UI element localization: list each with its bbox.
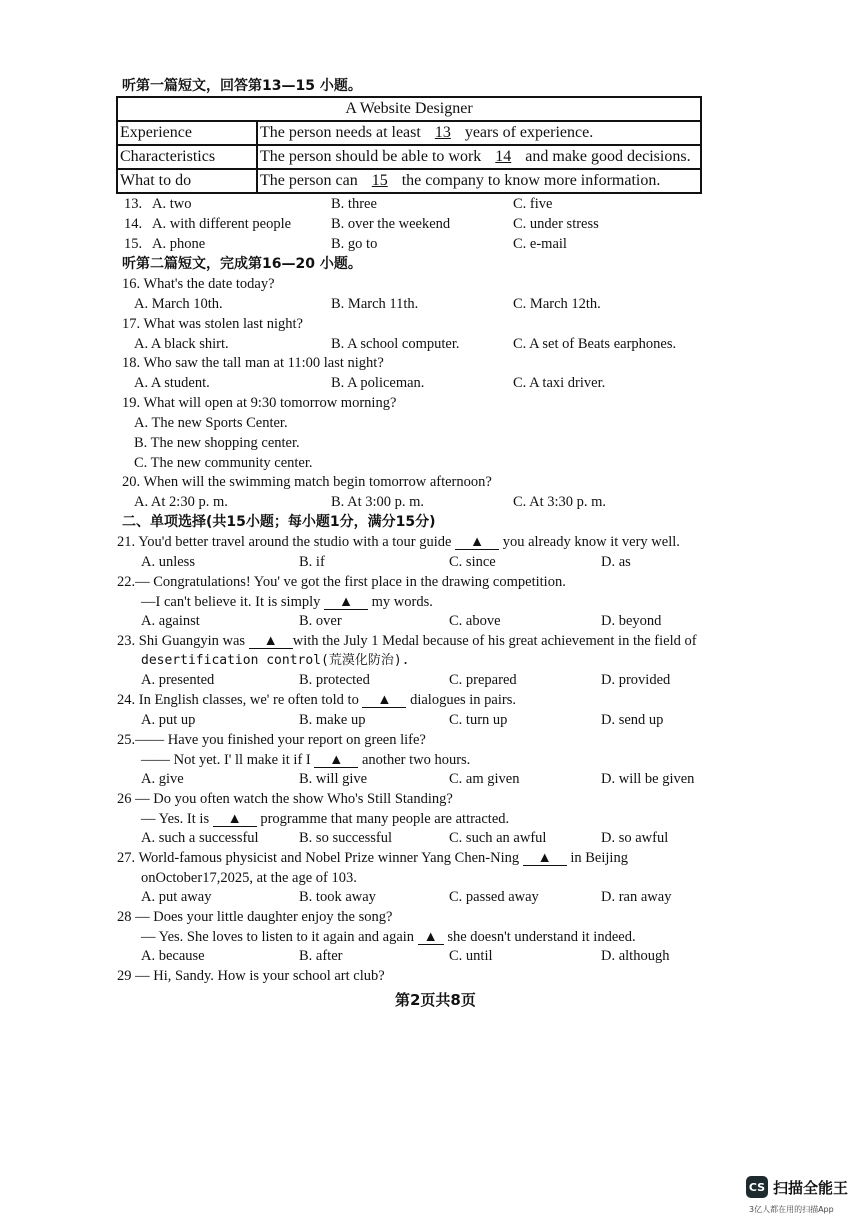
blank-14: 14 (495, 148, 512, 165)
q23-option-a: A. presented (141, 672, 215, 688)
q26-option-a: A. such a successful (141, 830, 259, 846)
q27-option-d: D. ran away (601, 889, 672, 905)
q18-option-b: B. A policeman. (331, 375, 425, 391)
page-footer: 第2页共8页 (395, 991, 476, 1009)
q28-stem: 28 — Does your little daughter enjoy the song? (117, 909, 393, 925)
website-designer-table (116, 96, 702, 194)
q16-option-b: B. March 11th. (331, 296, 419, 312)
q24-option-c: C. turn up (449, 712, 508, 728)
q27-option-a: A. put away (141, 889, 212, 905)
q26-stem: 26 — Do you often watch the show Who's Still Standing? (117, 791, 453, 807)
answer-blank: ▲ (362, 693, 406, 708)
q14-option-c: C. under stress (513, 216, 599, 232)
q14-number: 14. (124, 216, 143, 232)
q24-option-b: B. make up (299, 712, 366, 728)
q28-option-a: A. because (141, 948, 205, 964)
q13-option-a: A. two (152, 196, 192, 212)
q26-option-b: B. so successful (299, 830, 393, 846)
q28-option-b: B. after (299, 948, 343, 964)
q22-stem: 22.— Congratulations! You' ve got the first place in the drawing competition. (117, 574, 566, 590)
blank-15: 15 (371, 172, 388, 189)
q18-option-a: A. A student. (134, 375, 210, 391)
q29-stem: 29 — Hi, Sandy. How is your school art club? (117, 968, 385, 984)
q28-option-c: C. until (449, 948, 493, 964)
q27-stem: 27. World-famous physicist and Nobel Prize winner Yang Chen-Ning ▲ in Beijing (117, 850, 628, 866)
q22-option-d: D. beyond (601, 613, 662, 629)
q17-option-b: B. A school computer. (331, 336, 460, 352)
q15-option-c: C. e-mail (513, 236, 567, 252)
brand-tagline: 3亿人都在用的扫描App (749, 1205, 834, 1214)
answer-blank: ▲ (249, 634, 293, 649)
q17-stem: 17. What was stolen last night? (122, 316, 303, 332)
row-label: Experience (117, 121, 257, 145)
q28-option-d: D. although (601, 948, 670, 964)
q23-stem-cont: desertification control(荒漠化防治). (141, 653, 410, 668)
table-title: A Website Designer (117, 97, 701, 121)
q17-option-a: A. A black shirt. (134, 336, 229, 352)
table-row (117, 169, 701, 193)
q20-stem: 20. When will the swimming match begin tomorrow afternoon? (122, 474, 492, 490)
row-content: The person needs at least 13 years of experience. (257, 121, 701, 145)
q19-stem: 19. What will open at 9:30 tomorrow morning? (122, 395, 397, 411)
q22-option-a: A. against (141, 613, 200, 629)
part1-heading: 听第一篇短文，回答第13—15 小题。 (122, 78, 362, 94)
answer-blank: ▲ (213, 812, 257, 827)
q23-option-c: C. prepared (449, 672, 517, 688)
q26-option-d: D. so awful (601, 830, 669, 846)
q13-number: 13. (124, 196, 143, 212)
cs-logo-icon: CS (746, 1176, 768, 1198)
q19-option-a: A. The new Sports Center. (134, 415, 288, 431)
row-content: The person should be able to work 14 and make good decisions. (257, 145, 701, 169)
q23-stem: 23. Shi Guangyin was ▲ with the July 1 Medal because of his great achievement in the field of (117, 633, 697, 649)
scanner-watermark (746, 1176, 848, 1198)
table-row (117, 121, 701, 145)
q20-option-c: C. At 3:30 p. m. (513, 494, 607, 510)
q25-option-a: A. give (141, 771, 184, 787)
q23-option-b: B. protected (299, 672, 370, 688)
q20-option-a: A. At 2:30 p. m. (134, 494, 228, 510)
answer-blank: ▲ (314, 753, 358, 768)
q22-reply: —I can't believe it. It is simply ▲ my words. (141, 594, 433, 610)
q22-option-b: B. over (299, 613, 342, 629)
brand-name: 扫描全能王 (773, 1178, 849, 1197)
q23-option-d: D. provided (601, 672, 671, 688)
q26-option-c: C. such an awful (449, 830, 547, 846)
q27-option-b: B. took away (299, 889, 376, 905)
q14-option-b: B. over the weekend (331, 216, 451, 232)
row-label: What to do (117, 169, 257, 193)
q25-stem: 25.—— Have you finished your report on green life? (117, 732, 426, 748)
q24-stem: 24. In English classes, we' re often told to ▲ dialogues in pairs. (117, 692, 516, 708)
q25-option-d: D. will be given (601, 771, 695, 787)
q19-option-c: C. The new community center. (134, 455, 313, 471)
answer-blank: ▲ (523, 851, 567, 866)
q27-stem-cont: onOctober17,2025, at the age of 103. (141, 870, 357, 886)
q13-option-c: C. five (513, 196, 553, 212)
q27-option-c: C. passed away (449, 889, 539, 905)
q15-option-b: B. go to (331, 236, 378, 252)
q21-option-d: D. as (601, 554, 631, 570)
q14-option-a: A. with different people (152, 216, 292, 232)
q17-option-c: C. A set of Beats earphones. (513, 336, 677, 352)
q24-option-d: D. send up (601, 712, 664, 728)
answer-blank: ▲ (324, 595, 368, 610)
q28-reply: — Yes. She loves to listen to it again and again ▲ she doesn't understand it indeed. (141, 929, 636, 945)
q20-option-b: B. At 3:00 p. m. (331, 494, 425, 510)
q18-stem: 18. Who saw the tall man at 11:00 last night? (122, 355, 384, 371)
row-label: Characteristics (117, 145, 257, 169)
q16-option-a: A. March 10th. (134, 296, 223, 312)
row-content: The person can 15 the company to know more information. (257, 169, 701, 193)
part2-heading: 听第二篇短文，完成第16—20 小题。 (122, 256, 362, 272)
q25-option-c: C. am given (449, 771, 520, 787)
q25-reply: —— Not yet. I' ll make it if I ▲ another two hours. (141, 752, 471, 768)
q25-option-b: B. will give (299, 771, 368, 787)
q16-stem: 16. What's the date today? (122, 276, 275, 292)
q21-option-c: C. since (449, 554, 496, 570)
q21-option-a: A. unless (141, 554, 195, 570)
answer-blank: ▲ (455, 535, 499, 550)
q21-option-b: B. if (299, 554, 325, 570)
q22-option-c: C. above (449, 613, 501, 629)
blank-13: 13 (434, 124, 451, 141)
q15-option-a: A. phone (152, 236, 206, 252)
q16-option-c: C. March 12th. (513, 296, 601, 312)
answer-blank: ▲ (418, 930, 444, 945)
q19-option-b: B. The new shopping center. (134, 435, 300, 451)
q21-stem: 21. You'd better travel around the studio with a tour guide ▲ you already know it very well. (117, 534, 680, 550)
q13-option-b: B. three (331, 196, 377, 212)
table-row (117, 145, 701, 169)
mc-section-heading: 二、单项选择(共15小题；每小题1分，满分15分) (122, 514, 436, 530)
q18-option-c: C. A taxi driver. (513, 375, 606, 391)
q15-number: 15. (124, 236, 143, 252)
q24-option-a: A. put up (141, 712, 196, 728)
q26-reply: — Yes. It is ▲ programme that many people are attracted. (141, 811, 510, 827)
